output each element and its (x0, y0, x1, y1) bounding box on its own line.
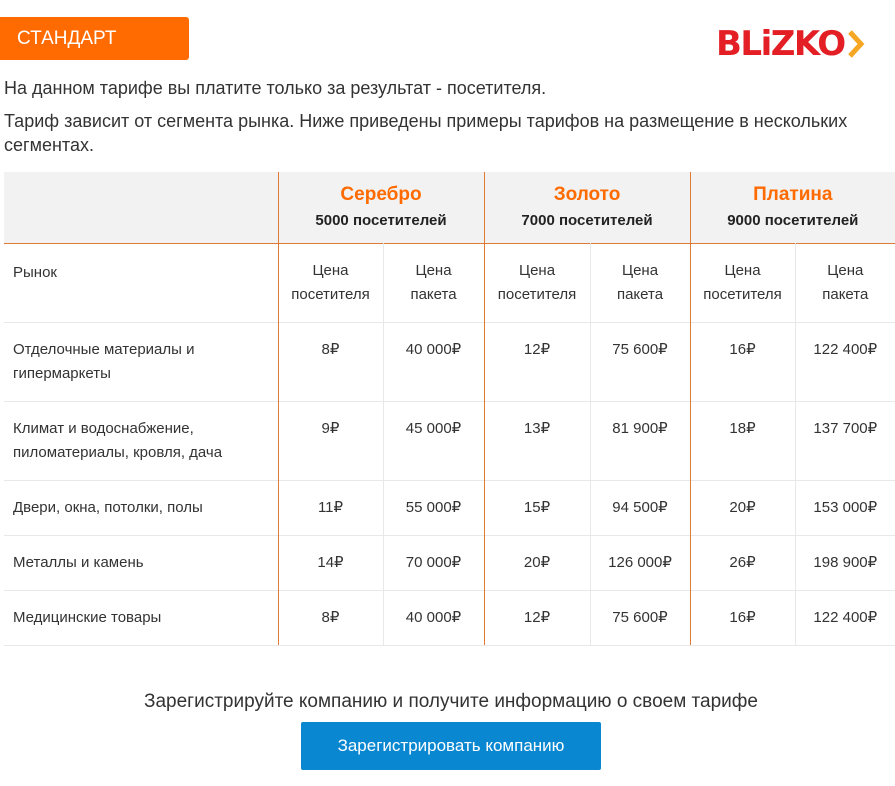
price-cell: 40 000₽ (383, 322, 484, 401)
tier-header-row (4, 172, 895, 243)
visitor-price-header: Цена посетителя (484, 243, 590, 322)
segment-name: Металлы и камень (4, 535, 278, 590)
tier-gold-header (484, 172, 690, 243)
price-cell: 70 000₽ (383, 535, 484, 590)
price-cell: 75 600₽ (590, 322, 690, 401)
table-row (4, 401, 895, 480)
price-cell: 14₽ (278, 535, 383, 590)
price-cell: 11₽ (278, 480, 383, 535)
price-cell: 81 900₽ (590, 401, 690, 480)
price-cell: 8₽ (278, 590, 383, 645)
price-cell: 16₽ (690, 590, 795, 645)
intro-line-1: На данном тарифе вы платите только за результат - посетителя. (4, 78, 547, 98)
price-cell: 137 700₽ (795, 401, 895, 480)
segment-name: Отделочные материалы и гипермаркеты (4, 322, 278, 401)
tier-name: Золото (553, 184, 621, 206)
price-cell: 45 000₽ (383, 401, 484, 480)
table-row (4, 480, 895, 535)
price-cell: 122 400₽ (795, 590, 895, 645)
table-row (4, 322, 895, 401)
price-cell: 198 900₽ (795, 535, 895, 590)
register-company-button[interactable]: Зарегистрировать компанию (301, 722, 601, 770)
price-cell: 20₽ (484, 535, 590, 590)
price-cell: 55 000₽ (383, 480, 484, 535)
logo-text: BLiZKO (716, 24, 845, 64)
price-cell: 8₽ (278, 322, 383, 401)
segment-name: Двери, окна, потолки, полы (4, 480, 278, 535)
tier-visitors: 9000 посетителей (727, 212, 859, 230)
market-header: Рынок (13, 263, 57, 281)
price-cell: 12₽ (484, 590, 590, 645)
package-price-header: Цена пакета (383, 243, 484, 322)
tier-platinum-header (690, 172, 895, 243)
table-row (4, 590, 895, 645)
price-header-row (4, 243, 895, 322)
plan-badge: СТАНДАРТ (0, 17, 189, 60)
segment-name: Медицинские товары (4, 590, 278, 645)
table-row (4, 535, 895, 590)
tier-silver-header (278, 172, 484, 243)
tier-visitors: 5000 посетителей (315, 212, 447, 230)
segment-name: Климат и водоснабжение, пиломатериалы, кровля, дача (4, 401, 278, 480)
tariff-table (4, 172, 895, 646)
price-cell: 122 400₽ (795, 322, 895, 401)
price-cell: 26₽ (690, 535, 795, 590)
tier-name: Серебро (340, 184, 422, 206)
package-price-header: Цена пакета (590, 243, 690, 322)
price-cell: 18₽ (690, 401, 795, 480)
package-price-header: Цена пакета (795, 243, 895, 322)
price-cell: 13₽ (484, 401, 590, 480)
tier-name: Платина (753, 184, 833, 206)
price-cell: 75 600₽ (590, 590, 690, 645)
blizko-logo[interactable] (716, 24, 865, 64)
price-cell: 12₽ (484, 322, 590, 401)
price-cell: 153 000₽ (795, 480, 895, 535)
visitor-price-header: Цена посетителя (278, 243, 383, 322)
visitor-price-header: Цена посетителя (690, 243, 795, 322)
chevron-right-icon (847, 29, 865, 59)
price-cell: 16₽ (690, 322, 795, 401)
intro-line-2: Тариф зависит от сегмента рынка. Ниже приведены примеры тарифов на размещение в нескольких сегментах. (4, 111, 848, 155)
price-cell: 94 500₽ (590, 480, 690, 535)
price-cell: 40 000₽ (383, 590, 484, 645)
price-cell: 15₽ (484, 480, 590, 535)
price-cell: 126 000₽ (590, 535, 690, 590)
tier-visitors: 7000 посетителей (521, 212, 653, 230)
price-cell: 20₽ (690, 480, 795, 535)
cta-text: Зарегистрируйте компанию и получите информацию о своем тарифе (144, 691, 758, 712)
price-cell: 9₽ (278, 401, 383, 480)
header-blank-cell (4, 172, 278, 243)
